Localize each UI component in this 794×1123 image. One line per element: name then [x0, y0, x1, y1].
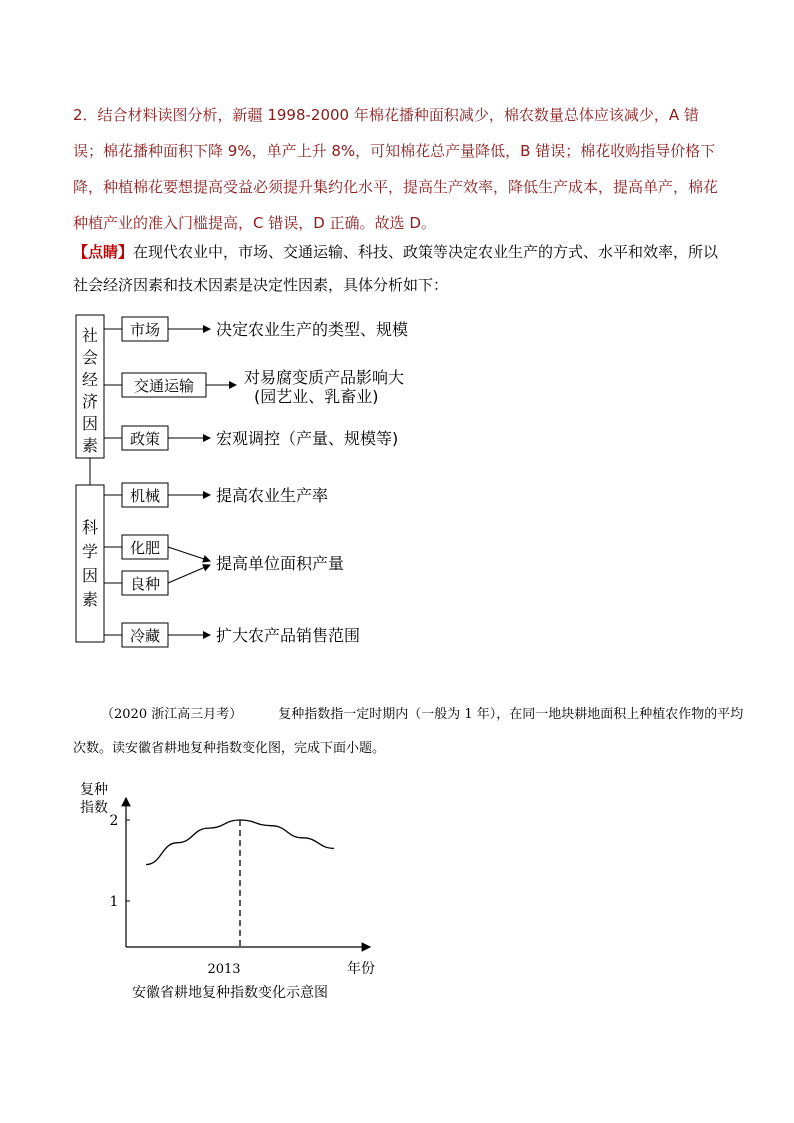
effect-label: 对易腐变质产品影响大: [244, 368, 405, 387]
group2-char: 科: [81, 518, 99, 537]
factor-label: 市场: [129, 321, 161, 339]
group1-char: 会: [81, 348, 99, 367]
arrow: [168, 547, 210, 561]
chart-svg: [70, 770, 410, 1010]
group2-char: 素: [81, 590, 99, 609]
answer-text: 2．结合材料读图分析，新疆 1998-2000 年棉花播种面积减少，棉农数量总体应该减少，A 错误；棉花播种面积下降 9%，单产上升 8%，可知棉花总产量降低，B 错误；棉花收购指导价格下降，种植棉花要想提高受益必须提升集约化水平，提高生产效率，降低生产成本，提高单产，棉花种植产业的准入门槛提高，C 错误，D 正确。故选 D。: [73, 106, 719, 232]
arrow: [168, 565, 210, 583]
y-tick-label: 1: [109, 894, 119, 910]
y-axis-label-line2: 指数: [80, 800, 108, 816]
factor-label: 政策: [129, 430, 161, 448]
effect-label: 提高单位面积产量: [216, 554, 345, 573]
x-tick-label: 2013: [207, 962, 241, 977]
question-paragraph: [73, 698, 753, 766]
group1-char: 因: [81, 414, 99, 433]
y-axis-label-line1: 复种: [80, 782, 108, 798]
factor-label: 化肥: [129, 539, 161, 557]
group2-char: 学: [81, 542, 99, 561]
effect-label: 扩大农产品销售范围: [216, 626, 361, 645]
effect-label: (园艺业、乳畜业): [254, 387, 379, 406]
tip-tag: 【点睛】: [73, 243, 134, 261]
x-axis-label: 年份: [347, 961, 375, 977]
answer-paragraph: [73, 97, 723, 241]
tip-text: 在现代农业中，市场、交通运输、科技、政策等决定农业生产的方式、水平和效率，所以社会经济因素和技术因素是决定性因素，具体分析如下：: [73, 243, 719, 294]
tip-paragraph: [73, 236, 723, 302]
multiple-cropping-chart: [70, 770, 410, 1010]
factor-label: 机械: [129, 487, 161, 505]
effect-label: 决定农业生产的类型、规模: [216, 320, 409, 339]
factors-diagram: [60, 305, 480, 665]
effect-label: 提高农业生产率: [216, 486, 329, 505]
chart-title: 安徽省耕地复种指数变化示意图: [132, 985, 328, 1001]
science-group-box: [76, 485, 104, 642]
factors-diagram-svg: [60, 305, 480, 665]
group1-char: 经: [81, 370, 99, 389]
factor-label: 交通运输: [133, 377, 195, 395]
factor-label: 冷藏: [129, 627, 161, 645]
group1-char: 素: [81, 436, 99, 455]
group1-char: 济: [81, 392, 99, 411]
question-source: （2020 浙江高三月考）: [101, 707, 243, 722]
factor-label: 良种: [129, 575, 161, 593]
y-tick-label: 2: [109, 813, 119, 829]
group1-char: 社: [81, 326, 99, 345]
group2-char: 因: [81, 566, 99, 585]
question-text: 复种指数指一定时期内（一般为 1 年），在同一地块耕地面积上种植农作物的平均次数。读安徽省耕地复种指数变化图，完成下面小题。: [73, 707, 744, 756]
effect-label: 宏观调控（产量、规模等): [216, 429, 399, 448]
